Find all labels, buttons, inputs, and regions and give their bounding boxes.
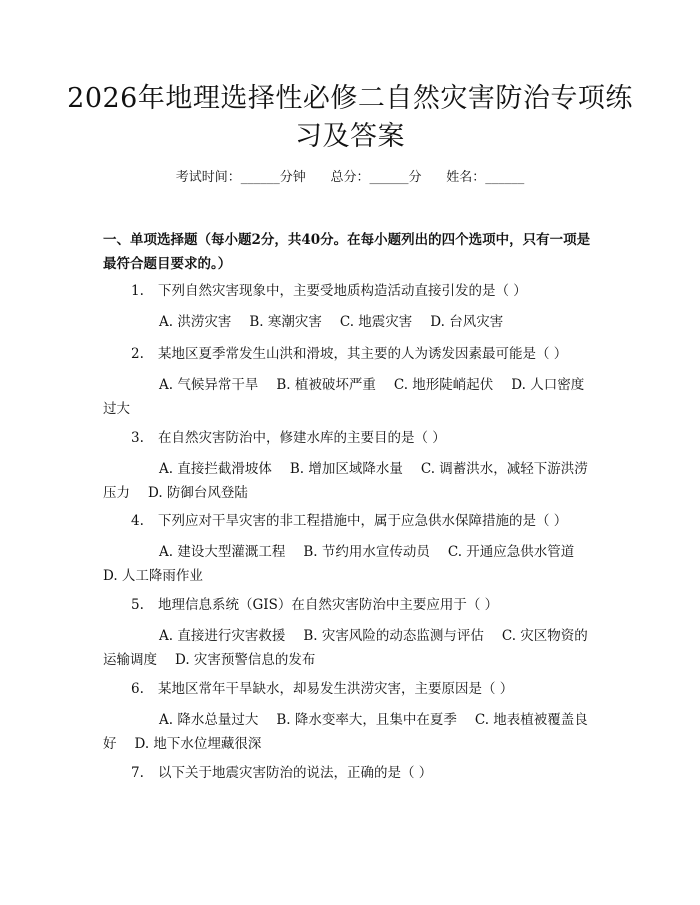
- question-options: [103, 540, 593, 588]
- option-d: D. 人工降雨作业: [103, 568, 203, 584]
- question-text: 以下关于地震灾害防治的说法，正确的是（ ）: [158, 765, 433, 781]
- question-number: 1.: [131, 283, 144, 299]
- option-b: B. 节约用水宣传动员: [303, 544, 430, 560]
- question-text: 下列应对干旱灾害的非工程措施中，属于应急供水保障措施的是（ ）: [158, 513, 568, 529]
- option-b: B. 降水变率大，且集中在夏季: [276, 712, 457, 728]
- question-stem: [131, 280, 527, 302]
- option-a: A. 洪涝灾害: [159, 314, 232, 330]
- option-d: D. 地下水位埋藏很深: [134, 736, 262, 752]
- question-options: [103, 310, 593, 334]
- option-c: C. 地表植被覆盖良好: [103, 712, 588, 752]
- question-text: 地理信息系统（GIS）在自然灾害防治中主要应用于（ ）: [158, 597, 499, 613]
- question-number: 6.: [131, 681, 144, 697]
- option-d: D. 人口密度过大: [103, 377, 585, 417]
- question-stem: [131, 762, 432, 784]
- question-stem: [131, 510, 567, 532]
- question-text: 下列自然灾害现象中，主要受地质构造活动直接引发的是（ ）: [158, 283, 527, 299]
- option-c: C. 调蓄洪水，减轻下游洪涝压力: [103, 461, 588, 501]
- option-a: A. 降水总量过大: [159, 712, 259, 728]
- question-stem: [131, 343, 567, 365]
- option-c: C. 开通应急供水管道: [447, 544, 575, 560]
- option-b: B. 增加区域降水量: [289, 461, 403, 477]
- option-d: D. 防御台风登陆: [148, 485, 248, 501]
- question-number: 2.: [131, 346, 144, 362]
- question-number: 4.: [131, 513, 144, 529]
- option-d: D. 台风灾害: [430, 314, 504, 330]
- question-number: 7.: [131, 765, 144, 781]
- question-options: [103, 624, 593, 672]
- option-c: C. 灾区物资的运输调度: [103, 628, 588, 668]
- option-c: C. 地震灾害: [339, 314, 413, 330]
- question-options: [103, 373, 593, 421]
- option-a: A. 气候异常干旱: [159, 377, 259, 393]
- option-a: A. 直接进行灾害救援: [159, 628, 286, 644]
- exam-info-line: 考试时间：______分钟 总分：______分 姓名：______: [175, 170, 525, 185]
- option-a: A. 直接拦截滑坡体: [159, 461, 272, 477]
- section-heading: 一、单项选择题（每小题2分，共40分。在每小题列出的四个选项中，只有一项是最符合题目要求的。）: [103, 232, 591, 272]
- question-text: 某地区常年干旱缺水，却易发生洪涝灾害，主要原因是（ ）: [158, 681, 514, 697]
- option-b: B. 植被破坏严重: [276, 377, 376, 393]
- question-stem: [131, 594, 498, 616]
- question-options: [103, 457, 593, 505]
- option-b: B. 灾害风险的动态监测与评估: [303, 628, 484, 644]
- question-number: 5.: [131, 597, 144, 613]
- option-c: C. 地形陡峭起伏: [393, 377, 494, 393]
- question-number: 3.: [131, 430, 144, 446]
- document-title: 2026年地理选择性必修二自然灾害防治专项练习及答案: [67, 83, 633, 152]
- question-stem: [131, 678, 513, 700]
- question-stem: [131, 427, 446, 449]
- question-text: 某地区夏季常发生山洪和滑坡，其主要的人为诱发因素最可能是（ ）: [158, 346, 568, 362]
- question-options: [103, 708, 593, 756]
- option-b: B. 寒潮灾害: [249, 314, 322, 330]
- option-a: A. 建设大型灌溉工程: [159, 544, 286, 560]
- question-text: 在自然灾害防治中，修建水库的主要目的是（ ）: [158, 430, 446, 446]
- option-d: D. 灾害预警信息的发布: [175, 652, 316, 668]
